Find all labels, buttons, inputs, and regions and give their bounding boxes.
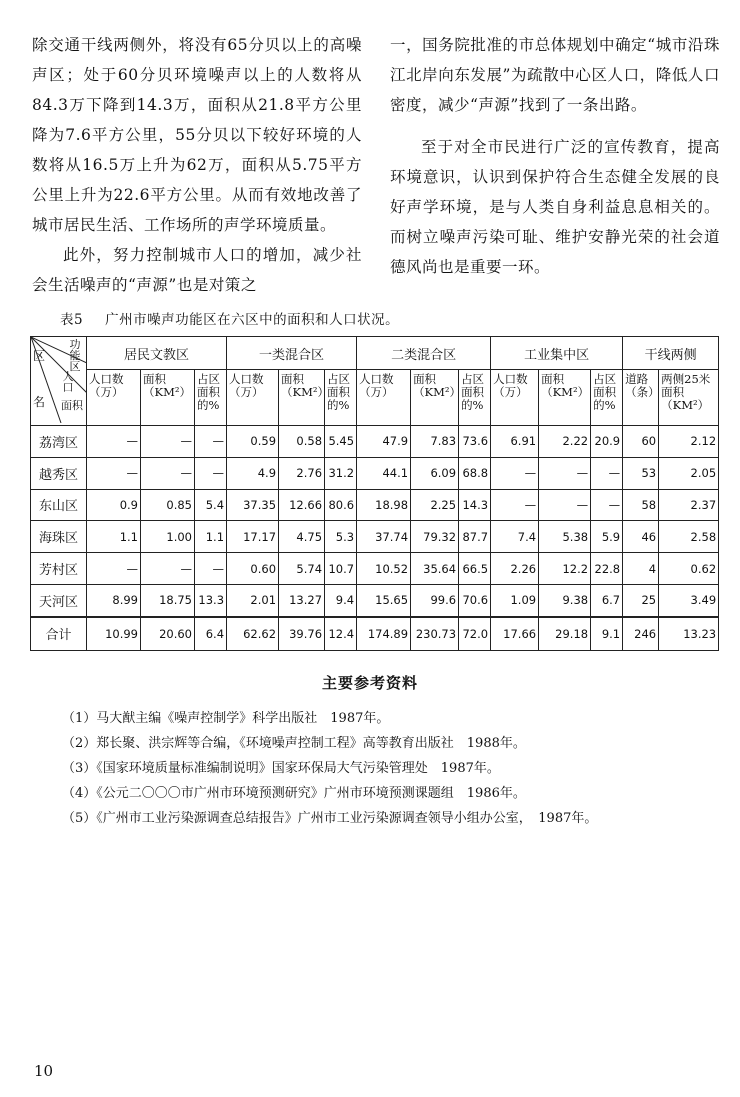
table-cell: 68.8 <box>459 457 491 489</box>
table-cell: 35.64 <box>411 553 459 585</box>
table-cell: 18.98 <box>357 489 411 521</box>
table-cell: 70.6 <box>459 584 491 616</box>
total-cell: 246 <box>623 617 659 651</box>
table-cell: 4 <box>623 553 659 585</box>
table-cell: 46 <box>623 521 659 553</box>
table-cell: 2.76 <box>279 457 325 489</box>
table-cell: 7.4 <box>491 521 539 553</box>
group-header-industrial: 工业集中区 <box>491 337 623 370</box>
table-cell: — <box>195 426 227 458</box>
table-cell: 15.65 <box>357 584 411 616</box>
table-cell: 2.26 <box>491 553 539 585</box>
subheader-row <box>31 370 719 426</box>
table-cell: — <box>195 553 227 585</box>
table-cell: 2.12 <box>659 426 719 458</box>
subheader-cell: 两侧25米面积（KM²） <box>659 370 719 426</box>
table-cell: — <box>87 553 141 585</box>
table-cell: 1.1 <box>195 521 227 553</box>
table-cell: — <box>141 553 195 585</box>
subheader-cell: 人口数（万） <box>357 370 411 426</box>
table-row <box>31 521 719 553</box>
table-row <box>31 426 719 458</box>
table-cell: 3.49 <box>659 584 719 616</box>
table-cell: 13.3 <box>195 584 227 616</box>
table-cell: 9.38 <box>539 584 591 616</box>
district-name: 天河区 <box>31 584 87 616</box>
subheader-cell: 面积（KM²） <box>411 370 459 426</box>
table-cell: 5.9 <box>591 521 623 553</box>
total-cell: 6.4 <box>195 617 227 651</box>
table-cell: 2.25 <box>411 489 459 521</box>
table-body <box>31 426 719 617</box>
left-paragraph-2: 此外，努力控制城市人口的增加，减少社会生活噪声的“声源”也是对策之 <box>32 246 362 294</box>
total-cell: 39.76 <box>279 617 325 651</box>
total-cell: 174.89 <box>357 617 411 651</box>
table-cell: 14.3 <box>459 489 491 521</box>
table-cell: 0.9 <box>87 489 141 521</box>
table-cell: 5.74 <box>279 553 325 585</box>
subheader-cell: 人口数（万） <box>227 370 279 426</box>
total-cell: 62.62 <box>227 617 279 651</box>
references-list <box>62 706 597 831</box>
table-cell: 87.7 <box>459 521 491 553</box>
references-title: 主要参考资料 <box>321 674 418 692</box>
corner-label-area: 面积 <box>61 399 83 412</box>
table-cell: 5.45 <box>325 426 357 458</box>
table-cell: 20.9 <box>591 426 623 458</box>
table-cell: 5.38 <box>539 521 591 553</box>
table-cell: — <box>491 489 539 521</box>
total-cell: 72.0 <box>459 617 491 651</box>
table-caption-text: 广州市噪声功能区在六区中的面积和人口状况。 <box>105 312 400 328</box>
table-cell: — <box>491 457 539 489</box>
table-cell: 8.99 <box>87 584 141 616</box>
district-name: 东山区 <box>31 489 87 521</box>
table-cell: 99.6 <box>411 584 459 616</box>
corner-label-function: 功能区 <box>69 338 81 373</box>
reference-item: （1）马大猷主编《噪声控制学》科学出版社 1987年。 <box>62 711 390 726</box>
table-row <box>31 553 719 585</box>
table-cell: 4.9 <box>227 457 279 489</box>
table-cell: 12.66 <box>279 489 325 521</box>
reference-item: （3）《国家环境质量标准编制说明》国家环保局大气污染管理处 1987年。 <box>62 761 500 776</box>
table-cell: 1.00 <box>141 521 195 553</box>
table-cell: 5.4 <box>195 489 227 521</box>
subheader-cell: 占区面积的% <box>591 370 623 426</box>
table-cell: — <box>87 426 141 458</box>
total-cell: 29.18 <box>539 617 591 651</box>
district-name: 芳村区 <box>31 553 87 585</box>
table-cell: 2.01 <box>227 584 279 616</box>
subheader-cell: 人口数（万） <box>491 370 539 426</box>
table-cell: 44.1 <box>357 457 411 489</box>
table-cell: 0.85 <box>141 489 195 521</box>
subheader-cell: 人口数（万） <box>87 370 141 426</box>
table-row <box>31 489 719 521</box>
table-cell: 5.3 <box>325 521 357 553</box>
table-cell: 0.59 <box>227 426 279 458</box>
total-cell: 10.99 <box>87 617 141 651</box>
district-name: 越秀区 <box>31 457 87 489</box>
table-cell: 18.75 <box>141 584 195 616</box>
right-paragraph-1: 一，国务院批准的市总体规划中确定“城市沿珠江北岸向东发展”为疏散中心区人口，降低人口密度，减少“声源”找到了一条出路。 <box>390 36 720 114</box>
group-header-mixed-2: 二类混合区 <box>357 337 491 370</box>
total-row <box>31 617 719 651</box>
table-number: 表5 <box>60 312 84 328</box>
right-paragraph-2: 至于对全市民进行广泛的宣传教育，提高环境意识，认识到保护符合生态健全发展的良好声学环境，是与人类自身利益息息相关的。而树立噪声污染可耻、维护安静光荣的社会道德风尚也是重要一环。 <box>390 138 720 276</box>
reference-item: （2）郑长聚、洪宗辉等合编，《环境噪声控制工程》高等教育出版社 1988年。 <box>62 736 526 751</box>
table-cell: 6.7 <box>591 584 623 616</box>
table-cell: 17.17 <box>227 521 279 553</box>
table-cell: 0.58 <box>279 426 325 458</box>
total-cell: 13.23 <box>659 617 719 651</box>
table-cell: — <box>195 457 227 489</box>
table-row <box>31 457 719 489</box>
left-text-column <box>32 30 362 300</box>
subheader-cell: 道路（条） <box>623 370 659 426</box>
table-cell: 73.6 <box>459 426 491 458</box>
table-row <box>31 584 719 616</box>
group-header-mixed-1: 一类混合区 <box>227 337 357 370</box>
subheader-cell: 占区面积的% <box>325 370 357 426</box>
table-cell: 58 <box>623 489 659 521</box>
table-cell: 60 <box>623 426 659 458</box>
table-cell: — <box>591 457 623 489</box>
subheader-cell: 面积（KM²） <box>539 370 591 426</box>
table-cell: — <box>539 489 591 521</box>
district-name: 海珠区 <box>31 521 87 553</box>
total-cell: 230.73 <box>411 617 459 651</box>
total-cell: 9.1 <box>591 617 623 651</box>
total-cell: 12.4 <box>325 617 357 651</box>
table-cell: 66.5 <box>459 553 491 585</box>
subheader-cell: 面积（KM²） <box>279 370 325 426</box>
table-cell: — <box>539 457 591 489</box>
table-cell: 10.52 <box>357 553 411 585</box>
reference-item: （4）《公元二〇〇〇市广州市环境预测研究》广州市环境预测课题组 1986年。 <box>62 786 526 801</box>
table-cell: 2.05 <box>659 457 719 489</box>
table-cell: 10.7 <box>325 553 357 585</box>
table-cell: 6.91 <box>491 426 539 458</box>
subheader-cell: 占区面积的% <box>195 370 227 426</box>
table-caption <box>60 308 399 328</box>
table-cell: 7.83 <box>411 426 459 458</box>
table-cell: 37.74 <box>357 521 411 553</box>
table-cell: 4.75 <box>279 521 325 553</box>
table-cell: 2.22 <box>539 426 591 458</box>
total-cell: 20.60 <box>141 617 195 651</box>
table-cell: 2.58 <box>659 521 719 553</box>
table-cell: — <box>141 457 195 489</box>
table-cell: 0.62 <box>659 553 719 585</box>
total-label: 合计 <box>31 617 87 651</box>
reference-item: （5）《广州市工业污染源调查总结报告》广州市工业污染源调查领导小组办公室， 1987年。 <box>62 811 598 826</box>
subheader-cell: 面积（KM²） <box>141 370 195 426</box>
table-cell: 25 <box>623 584 659 616</box>
table-corner-header <box>31 337 87 426</box>
group-header-residential: 居民文教区 <box>87 337 227 370</box>
corner-label-population: 人口 <box>62 370 74 394</box>
table-cell: — <box>591 489 623 521</box>
table-cell: 6.09 <box>411 457 459 489</box>
corner-label-name: 名 <box>33 395 46 409</box>
district-name: 荔湾区 <box>31 426 87 458</box>
table-cell: 79.32 <box>411 521 459 553</box>
page-number: 10 <box>34 1062 54 1080</box>
total-cell: 17.66 <box>491 617 539 651</box>
group-header-trunk-roads: 干线两侧 <box>623 337 719 370</box>
table-cell: — <box>87 457 141 489</box>
table-cell: 0.60 <box>227 553 279 585</box>
table-cell: 9.4 <box>325 584 357 616</box>
noise-zone-table <box>30 336 719 651</box>
table-cell: 47.9 <box>357 426 411 458</box>
left-paragraph-1: 除交通干线两侧外，将没有65分贝以上的高噪声区；处于60分贝环境噪声以上的人数将从84.3万下降到14.3万，面积从21.8平方公里降为7.6平方公里，55分贝以下较好环境的人数将从16.5万上升为62万，面积从5.75平方公里上升为22.6平方公里。从而有效地改善了城市居民生活、工作场所的声学环境质量。 <box>32 36 362 234</box>
table-cell: 53 <box>623 457 659 489</box>
table-cell: 2.37 <box>659 489 719 521</box>
table-cell: 1.1 <box>87 521 141 553</box>
table-cell: 37.35 <box>227 489 279 521</box>
corner-label-district: 区 <box>33 349 46 363</box>
table-cell: 13.27 <box>279 584 325 616</box>
right-text-column <box>390 30 720 282</box>
table-cell: 1.09 <box>491 584 539 616</box>
table-cell: 12.2 <box>539 553 591 585</box>
table-cell: 22.8 <box>591 553 623 585</box>
table-cell: 31.2 <box>325 457 357 489</box>
table-cell: 80.6 <box>325 489 357 521</box>
table-cell: — <box>141 426 195 458</box>
subheader-cell: 占区面积的% <box>459 370 491 426</box>
